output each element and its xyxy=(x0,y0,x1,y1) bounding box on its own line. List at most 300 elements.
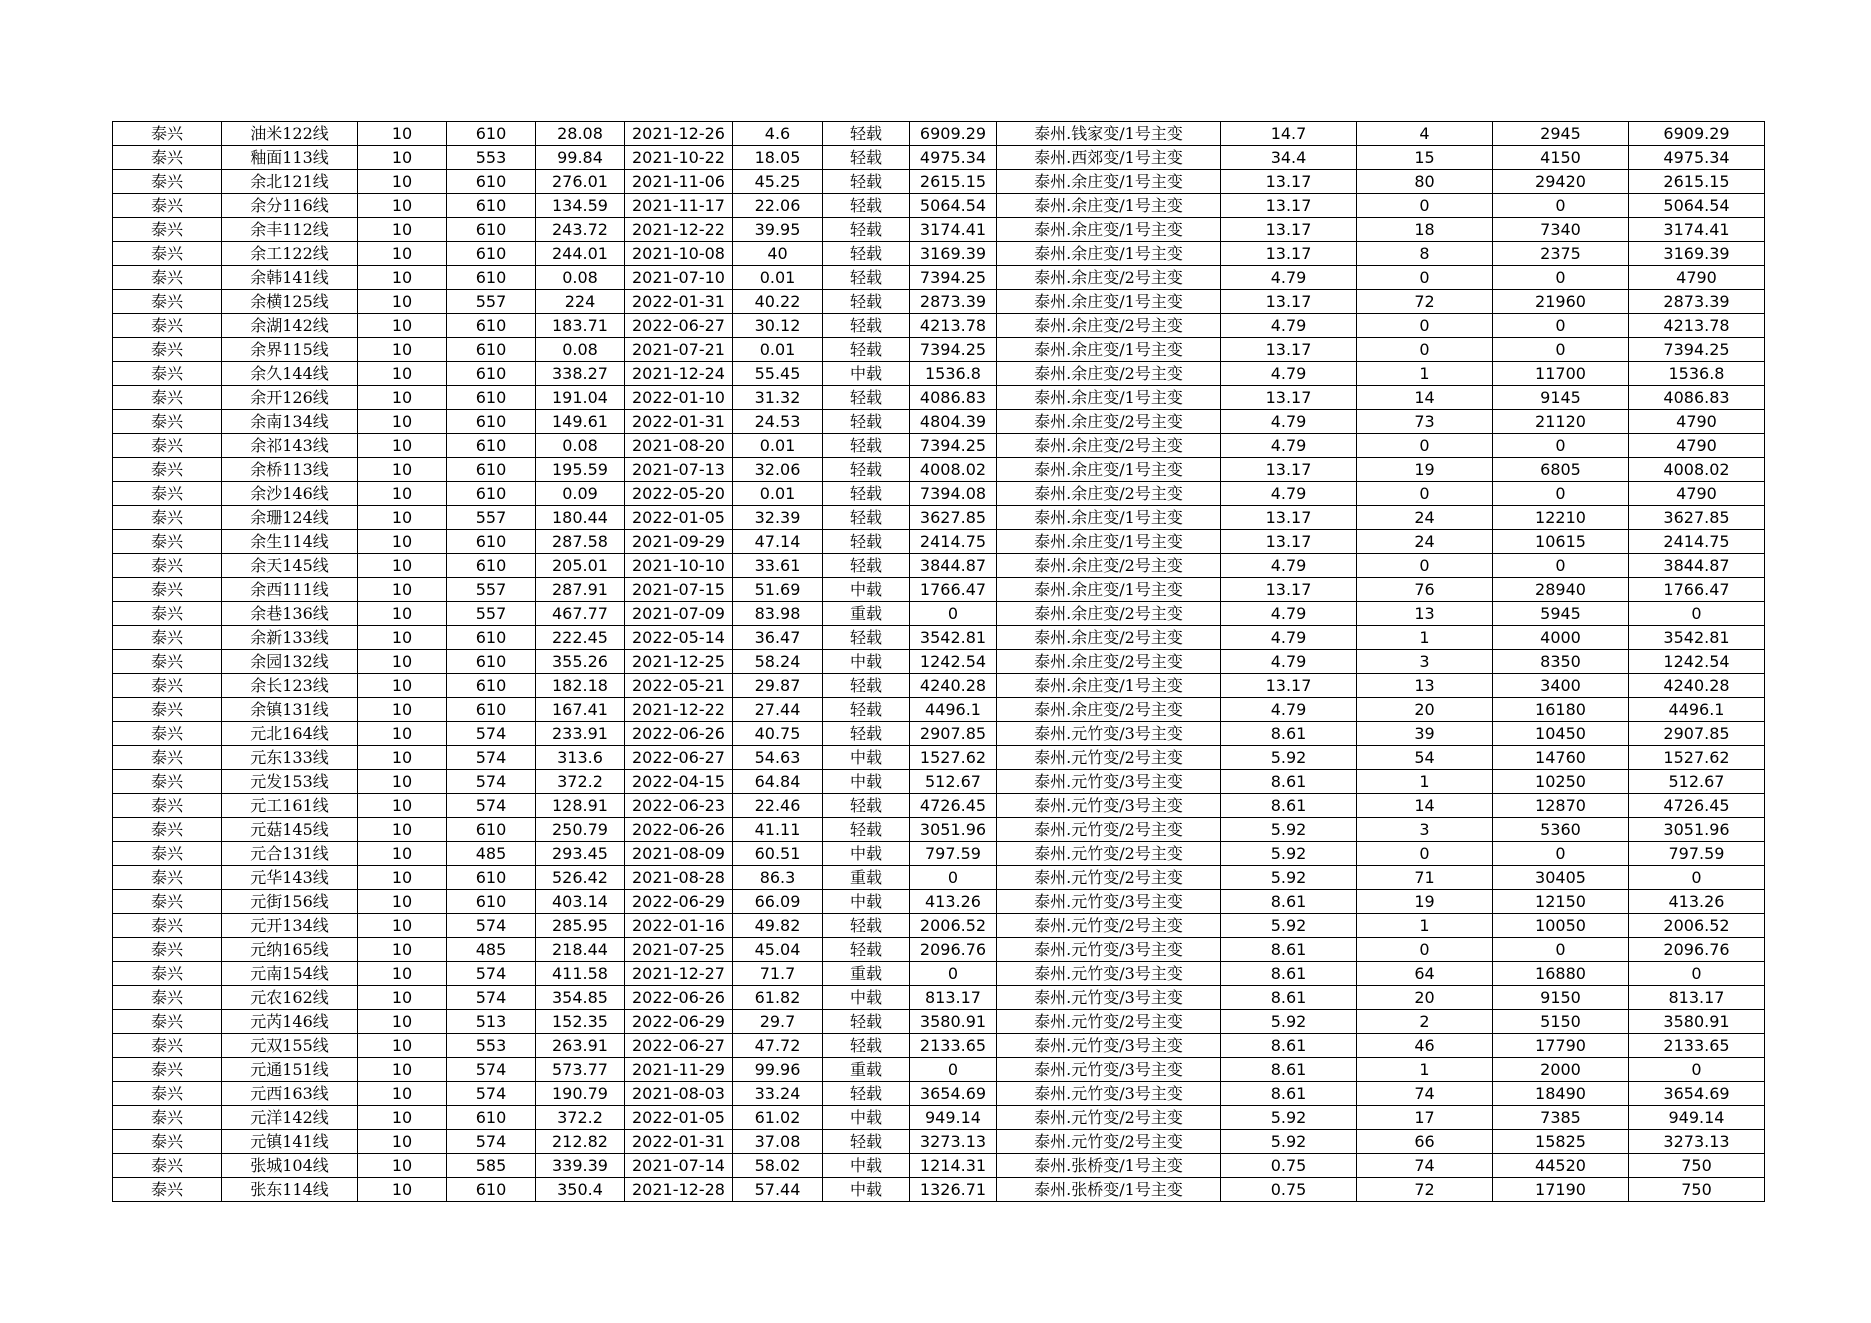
table-cell: 10 xyxy=(358,602,447,626)
table-cell: 3051.96 xyxy=(910,818,997,842)
table-cell: 4726.45 xyxy=(910,794,997,818)
table-cell: 10 xyxy=(358,458,447,482)
table-cell: 7394.25 xyxy=(910,266,997,290)
table-cell: 3 xyxy=(1357,650,1493,674)
table-cell: 0.01 xyxy=(733,338,823,362)
table-cell: 2021-12-24 xyxy=(625,362,733,386)
table-cell: 元南154线 xyxy=(222,962,358,986)
table-cell: 10 xyxy=(358,938,447,962)
table-cell: 0 xyxy=(1493,434,1629,458)
table-cell: 0.01 xyxy=(733,266,823,290)
table-cell: 轻载 xyxy=(823,266,910,290)
table-cell: 泰州.余庄变/1号主变 xyxy=(997,170,1221,194)
table-cell: 泰州.余庄变/2号主变 xyxy=(997,434,1221,458)
table-cell: 2022-06-27 xyxy=(625,746,733,770)
table-cell: 2022-01-05 xyxy=(625,506,733,530)
table-cell: 余丰112线 xyxy=(222,218,358,242)
table-cell: 0.75 xyxy=(1221,1154,1357,1178)
table-cell: 610 xyxy=(447,530,536,554)
table-cell: 轻载 xyxy=(823,434,910,458)
table-cell: 49.82 xyxy=(733,914,823,938)
table-cell: 13.17 xyxy=(1221,674,1357,698)
table-cell: 574 xyxy=(447,1130,536,1154)
table-cell: 轻载 xyxy=(823,338,910,362)
table-cell: 21120 xyxy=(1493,410,1629,434)
table-cell: 2375 xyxy=(1493,242,1629,266)
table-cell: 354.85 xyxy=(536,986,625,1010)
table-cell: 2615.15 xyxy=(1629,170,1765,194)
table-cell: 4.79 xyxy=(1221,362,1357,386)
table-cell: 泰州.元竹变/3号主变 xyxy=(997,938,1221,962)
table-cell: 10 xyxy=(358,674,447,698)
table-row xyxy=(113,170,1765,194)
table-cell: 10 xyxy=(358,1034,447,1058)
table-cell: 0 xyxy=(1493,314,1629,338)
table-cell: 24 xyxy=(1357,530,1493,554)
table-cell: 泰州.余庄变/1号主变 xyxy=(997,194,1221,218)
table-cell: 泰州.元竹变/2号主变 xyxy=(997,1130,1221,1154)
table-cell: 34.4 xyxy=(1221,146,1357,170)
table-cell: 2022-06-26 xyxy=(625,986,733,1010)
table-cell: 中载 xyxy=(823,650,910,674)
table-cell: 10 xyxy=(358,1106,447,1130)
table-cell: 2022-01-31 xyxy=(625,1130,733,1154)
table-cell: 10 xyxy=(358,1154,447,1178)
table-cell: 2021-12-25 xyxy=(625,650,733,674)
table-cell: 313.6 xyxy=(536,746,625,770)
table-cell: 6805 xyxy=(1493,458,1629,482)
table-cell: 4240.28 xyxy=(1629,674,1765,698)
table-cell: 18490 xyxy=(1493,1082,1629,1106)
table-row xyxy=(113,1154,1765,1178)
table-cell: 13.17 xyxy=(1221,530,1357,554)
table-cell: 釉面113线 xyxy=(222,146,358,170)
table-cell: 7394.25 xyxy=(910,338,997,362)
table-cell: 372.2 xyxy=(536,770,625,794)
table-cell: 0 xyxy=(1493,842,1629,866)
table-cell: 泰兴 xyxy=(113,506,222,530)
table-cell: 513 xyxy=(447,1010,536,1034)
table-row xyxy=(113,362,1765,386)
table-cell: 2873.39 xyxy=(1629,290,1765,314)
table-cell: 205.01 xyxy=(536,554,625,578)
table-cell: 5.92 xyxy=(1221,866,1357,890)
table-cell: 44520 xyxy=(1493,1154,1629,1178)
table-cell: 1527.62 xyxy=(1629,746,1765,770)
table-cell: 2945 xyxy=(1493,122,1629,146)
table-cell: 10 xyxy=(358,962,447,986)
table-cell: 86.3 xyxy=(733,866,823,890)
table-cell: 10 xyxy=(358,770,447,794)
table-cell: 10 xyxy=(358,626,447,650)
table-cell: 610 xyxy=(447,554,536,578)
table-cell: 轻载 xyxy=(823,506,910,530)
table-cell: 中载 xyxy=(823,746,910,770)
table-cell: 3654.69 xyxy=(910,1082,997,1106)
table-cell: 泰兴 xyxy=(113,602,222,626)
table-cell: 余界115线 xyxy=(222,338,358,362)
table-cell: 14 xyxy=(1357,386,1493,410)
table-cell: 413.26 xyxy=(1629,890,1765,914)
table-cell: 中载 xyxy=(823,1178,910,1202)
table-cell: 轻载 xyxy=(823,794,910,818)
table-cell: 610 xyxy=(447,122,536,146)
table-cell: 2021-10-08 xyxy=(625,242,733,266)
table-cell: 797.59 xyxy=(1629,842,1765,866)
table-cell: 21960 xyxy=(1493,290,1629,314)
table-row xyxy=(113,722,1765,746)
table-cell: 3273.13 xyxy=(1629,1130,1765,1154)
table-cell: 轻载 xyxy=(823,674,910,698)
table-cell: 350.4 xyxy=(536,1178,625,1202)
table-cell: 0 xyxy=(910,866,997,890)
table-cell: 8350 xyxy=(1493,650,1629,674)
table-cell: 1527.62 xyxy=(910,746,997,770)
table-cell: 轻载 xyxy=(823,722,910,746)
table-cell: 泰兴 xyxy=(113,314,222,338)
table-cell: 2021-07-14 xyxy=(625,1154,733,1178)
table-cell: 2022-06-29 xyxy=(625,890,733,914)
table-cell: 泰州.张桥变/1号主变 xyxy=(997,1178,1221,1202)
table-cell: 2022-06-23 xyxy=(625,794,733,818)
table-cell: 3400 xyxy=(1493,674,1629,698)
table-cell: 2021-07-25 xyxy=(625,938,733,962)
table-cell: 152.35 xyxy=(536,1010,625,1034)
table-cell: 2021-12-26 xyxy=(625,122,733,146)
table-cell: 泰州.元竹变/2号主变 xyxy=(997,914,1221,938)
table-cell: 13.17 xyxy=(1221,578,1357,602)
table-cell: 15 xyxy=(1357,146,1493,170)
table-cell: 重载 xyxy=(823,962,910,986)
table-cell: 3051.96 xyxy=(1629,818,1765,842)
table-row xyxy=(113,266,1765,290)
table-cell: 重载 xyxy=(823,602,910,626)
table-cell: 2022-01-31 xyxy=(625,290,733,314)
table-cell: 11700 xyxy=(1493,362,1629,386)
table-cell: 610 xyxy=(447,362,536,386)
table-cell: 16880 xyxy=(1493,962,1629,986)
table-cell: 29420 xyxy=(1493,170,1629,194)
table-cell: 10 xyxy=(358,170,447,194)
table-cell: 2006.52 xyxy=(910,914,997,938)
table-cell: 2022-06-27 xyxy=(625,1034,733,1058)
table-row xyxy=(113,122,1765,146)
table-cell: 66 xyxy=(1357,1130,1493,1154)
table-cell: 10 xyxy=(358,650,447,674)
table-row xyxy=(113,1130,1765,1154)
table-row xyxy=(113,434,1765,458)
table-cell: 285.95 xyxy=(536,914,625,938)
table-cell: 39 xyxy=(1357,722,1493,746)
table-row xyxy=(113,914,1765,938)
table-cell: 8.61 xyxy=(1221,722,1357,746)
table-cell: 5360 xyxy=(1493,818,1629,842)
table-row xyxy=(113,890,1765,914)
table-cell: 10 xyxy=(358,314,447,338)
table-cell: 泰兴 xyxy=(113,1058,222,1082)
table-cell: 17790 xyxy=(1493,1034,1629,1058)
table-cell: 183.71 xyxy=(536,314,625,338)
table-cell: 3844.87 xyxy=(910,554,997,578)
table-cell: 403.14 xyxy=(536,890,625,914)
table-row xyxy=(113,338,1765,362)
table-cell: 元菇145线 xyxy=(222,818,358,842)
table-cell: 2021-08-20 xyxy=(625,434,733,458)
table-cell: 74 xyxy=(1357,1082,1493,1106)
table-cell: 57.44 xyxy=(733,1178,823,1202)
table-cell: 1536.8 xyxy=(910,362,997,386)
table-cell: 泰州.余庄变/1号主变 xyxy=(997,338,1221,362)
table-cell: 4496.1 xyxy=(910,698,997,722)
table-cell: 610 xyxy=(447,650,536,674)
table-cell: 10 xyxy=(358,482,447,506)
table-cell: 610 xyxy=(447,818,536,842)
table-cell: 10 xyxy=(358,218,447,242)
table-cell: 10050 xyxy=(1493,914,1629,938)
table-cell: 8.61 xyxy=(1221,794,1357,818)
table-cell: 元洋142线 xyxy=(222,1106,358,1130)
table-row xyxy=(113,1034,1765,1058)
table-cell: 13.17 xyxy=(1221,338,1357,362)
table-cell: 1766.47 xyxy=(910,578,997,602)
table-cell: 10 xyxy=(358,1178,447,1202)
table-cell: 15825 xyxy=(1493,1130,1629,1154)
table-cell: 263.91 xyxy=(536,1034,625,1058)
table-cell: 轻载 xyxy=(823,818,910,842)
table-cell: 泰州.元竹变/2号主变 xyxy=(997,842,1221,866)
table-cell: 泰州.余庄变/2号主变 xyxy=(997,626,1221,650)
table-cell: 泰兴 xyxy=(113,986,222,1010)
table-cell: 13.17 xyxy=(1221,458,1357,482)
table-cell: 泰兴 xyxy=(113,626,222,650)
table-cell: 元工161线 xyxy=(222,794,358,818)
table-cell: 0 xyxy=(1357,482,1493,506)
table-cell: 0 xyxy=(1357,338,1493,362)
table-cell: 574 xyxy=(447,794,536,818)
table-cell: 泰兴 xyxy=(113,266,222,290)
table-cell: 元纳165线 xyxy=(222,938,358,962)
table-cell: 4000 xyxy=(1493,626,1629,650)
table-cell: 0.08 xyxy=(536,338,625,362)
table-cell: 1 xyxy=(1357,626,1493,650)
table-row xyxy=(113,866,1765,890)
table-cell: 2021-12-27 xyxy=(625,962,733,986)
table-cell: 2021-07-21 xyxy=(625,338,733,362)
table-cell: 轻载 xyxy=(823,458,910,482)
table-cell: 99.96 xyxy=(733,1058,823,1082)
table-cell: 61.02 xyxy=(733,1106,823,1130)
table-cell: 2000 xyxy=(1493,1058,1629,1082)
table-cell: 13 xyxy=(1357,602,1493,626)
table-cell: 3580.91 xyxy=(1629,1010,1765,1034)
table-cell: 0.08 xyxy=(536,266,625,290)
table-row xyxy=(113,578,1765,602)
table-cell: 元东133线 xyxy=(222,746,358,770)
table-cell: 元街156线 xyxy=(222,890,358,914)
table-cell: 74 xyxy=(1357,1154,1493,1178)
table-cell: 2021-11-06 xyxy=(625,170,733,194)
table-cell: 2021-08-28 xyxy=(625,866,733,890)
table-cell: 泰州.余庄变/1号主变 xyxy=(997,386,1221,410)
table-cell: 元华143线 xyxy=(222,866,358,890)
table-cell: 4790 xyxy=(1629,410,1765,434)
table-cell: 2615.15 xyxy=(910,170,997,194)
table-cell: 574 xyxy=(447,770,536,794)
table-cell: 212.82 xyxy=(536,1130,625,1154)
table-cell: 73 xyxy=(1357,410,1493,434)
table-cell: 轻载 xyxy=(823,410,910,434)
table-cell: 3 xyxy=(1357,818,1493,842)
table-cell: 4.79 xyxy=(1221,434,1357,458)
table-row xyxy=(113,674,1765,698)
table-cell: 4.79 xyxy=(1221,314,1357,338)
table-cell: 泰兴 xyxy=(113,938,222,962)
table-cell: 512.67 xyxy=(910,770,997,794)
table-cell: 余开126线 xyxy=(222,386,358,410)
table-cell: 574 xyxy=(447,746,536,770)
table-cell: 轻载 xyxy=(823,242,910,266)
table-cell: 45.25 xyxy=(733,170,823,194)
table-cell: 泰兴 xyxy=(113,530,222,554)
table-cell: 24.53 xyxy=(733,410,823,434)
table-cell: 1 xyxy=(1357,770,1493,794)
table-row xyxy=(113,386,1765,410)
table-row xyxy=(113,842,1765,866)
table-cell: 557 xyxy=(447,506,536,530)
table-cell: 2022-05-21 xyxy=(625,674,733,698)
table-cell: 泰兴 xyxy=(113,1010,222,1034)
table-cell: 轻载 xyxy=(823,146,910,170)
table-cell: 20 xyxy=(1357,986,1493,1010)
table-cell: 610 xyxy=(447,1106,536,1130)
table-cell: 610 xyxy=(447,890,536,914)
table-cell: 19 xyxy=(1357,890,1493,914)
table-cell: 6909.29 xyxy=(910,122,997,146)
table-cell: 4.79 xyxy=(1221,602,1357,626)
table-cell: 2022-01-05 xyxy=(625,1106,733,1130)
table-cell: 2021-09-29 xyxy=(625,530,733,554)
table-row xyxy=(113,242,1765,266)
table-cell: 557 xyxy=(447,578,536,602)
table-cell: 轻载 xyxy=(823,218,910,242)
table-cell: 8 xyxy=(1357,242,1493,266)
table-cell: 0 xyxy=(1629,1058,1765,1082)
table-cell: 泰州.余庄变/1号主变 xyxy=(997,578,1221,602)
table-cell: 574 xyxy=(447,962,536,986)
table-cell: 3542.81 xyxy=(1629,626,1765,650)
table-cell: 元镇141线 xyxy=(222,1130,358,1154)
table-cell: 32.39 xyxy=(733,506,823,530)
table-cell: 2022-01-16 xyxy=(625,914,733,938)
table-cell: 0 xyxy=(1357,266,1493,290)
table-cell: 1 xyxy=(1357,362,1493,386)
table-cell: 泰州.余庄变/2号主变 xyxy=(997,698,1221,722)
table-cell: 8.61 xyxy=(1221,938,1357,962)
table-row xyxy=(113,218,1765,242)
table-cell: 0 xyxy=(1357,842,1493,866)
table-cell: 610 xyxy=(447,482,536,506)
table-cell: 泰州.余庄变/2号主变 xyxy=(997,410,1221,434)
table-cell: 余新133线 xyxy=(222,626,358,650)
table-cell: 泰兴 xyxy=(113,818,222,842)
table-cell: 2022-06-26 xyxy=(625,722,733,746)
table-cell: 10 xyxy=(358,362,447,386)
table-row xyxy=(113,746,1765,770)
table-cell: 243.72 xyxy=(536,218,625,242)
table-cell: 泰州.元竹变/2号主变 xyxy=(997,1106,1221,1130)
table-row xyxy=(113,794,1765,818)
table-cell: 2021-07-15 xyxy=(625,578,733,602)
table-cell: 泰兴 xyxy=(113,1130,222,1154)
table-cell: 5.92 xyxy=(1221,818,1357,842)
table-cell: 泰州.余庄变/1号主变 xyxy=(997,506,1221,530)
table-cell: 585 xyxy=(447,1154,536,1178)
table-cell: 4.79 xyxy=(1221,410,1357,434)
table-cell: 2022-04-15 xyxy=(625,770,733,794)
table-cell: 余西111线 xyxy=(222,578,358,602)
table-cell: 余北121线 xyxy=(222,170,358,194)
table-cell: 4.6 xyxy=(733,122,823,146)
table-cell: 4008.02 xyxy=(910,458,997,482)
table-cell: 610 xyxy=(447,266,536,290)
table-cell: 55.45 xyxy=(733,362,823,386)
table-cell: 4240.28 xyxy=(910,674,997,698)
table-cell: 0 xyxy=(1493,338,1629,362)
table-cell: 泰州.钱家变/1号主变 xyxy=(997,122,1221,146)
table-cell: 4150 xyxy=(1493,146,1629,170)
table-cell: 泰兴 xyxy=(113,1178,222,1202)
table-cell: 余巷136线 xyxy=(222,602,358,626)
table-cell: 5.92 xyxy=(1221,842,1357,866)
table-cell: 14760 xyxy=(1493,746,1629,770)
table-cell: 372.2 xyxy=(536,1106,625,1130)
table-cell: 2021-12-28 xyxy=(625,1178,733,1202)
table-row xyxy=(113,194,1765,218)
table-cell: 76 xyxy=(1357,578,1493,602)
table-cell: 10 xyxy=(358,194,447,218)
table-cell: 泰州.余庄变/1号主变 xyxy=(997,530,1221,554)
table-cell: 610 xyxy=(447,410,536,434)
table-cell: 泰州.余庄变/2号主变 xyxy=(997,314,1221,338)
table-cell: 4213.78 xyxy=(910,314,997,338)
table-cell: 31.32 xyxy=(733,386,823,410)
table-cell: 32.06 xyxy=(733,458,823,482)
table-cell: 泰兴 xyxy=(113,962,222,986)
table-cell: 2907.85 xyxy=(910,722,997,746)
table-cell: 47.14 xyxy=(733,530,823,554)
table-cell: 轻载 xyxy=(823,1130,910,1154)
table-cell: 182.18 xyxy=(536,674,625,698)
table-cell: 泰兴 xyxy=(113,410,222,434)
table-cell: 41.11 xyxy=(733,818,823,842)
table-cell: 24 xyxy=(1357,506,1493,530)
table-cell: 413.26 xyxy=(910,890,997,914)
table-cell: 2021-07-13 xyxy=(625,458,733,482)
table-cell: 128.91 xyxy=(536,794,625,818)
table-cell: 8.61 xyxy=(1221,1058,1357,1082)
table-cell: 0 xyxy=(1493,482,1629,506)
table-cell: 20 xyxy=(1357,698,1493,722)
table-cell: 553 xyxy=(447,146,536,170)
table-cell: 2096.76 xyxy=(1629,938,1765,962)
table-cell: 64.84 xyxy=(733,770,823,794)
table-cell: 泰州.西郊变/1号主变 xyxy=(997,146,1221,170)
table-cell: 元双155线 xyxy=(222,1034,358,1058)
table-cell: 557 xyxy=(447,602,536,626)
table-cell: 10 xyxy=(358,746,447,770)
table-cell: 7394.25 xyxy=(910,434,997,458)
table-cell: 10 xyxy=(358,914,447,938)
